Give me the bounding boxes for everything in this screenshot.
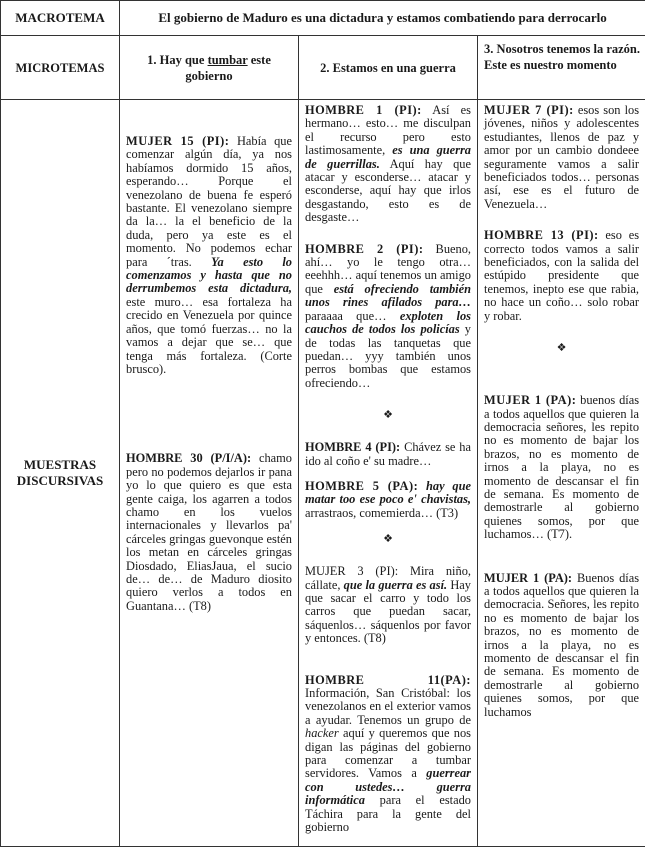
quote-hombre-4: HOMBRE 4 (PI): Chávez se ha ido al coño e' su madre… xyxy=(305,441,471,468)
microtema-1: 1. Hay que tumbar este gobierno xyxy=(120,36,299,100)
macrotema-row xyxy=(1,1,645,36)
macrotema-title: El gobierno de Maduro es una dictadura y estamos combatiendo para derrocarlo xyxy=(120,1,645,36)
macrotema-label: MACROTEMA xyxy=(1,1,120,36)
quote-hombre-5: HOMBRE 5 (PA): hay que matar too ese poco e' chavistas, arrastraos, comemierda… (T3) xyxy=(305,480,471,520)
microtemas-label: MICROTEMAS xyxy=(1,36,120,100)
separator-ornament: ❖ xyxy=(484,341,639,354)
quote-hombre-30: HOMBRE 30 (P/I/A): chamo pero no podemos dejarlos ir pana yo lo que quiero es que esta gente caiga, los agarren a todos chamo en los vuelos internacionales y llevarlos pa' cárceles gringas guevonque estén los metan en cárceles gringas Diosdado, EliasJaua, el sucio de… de… de Maduro diosito quiero verlos a todos en Guantana… (T8) xyxy=(126,452,292,613)
microtema-3: 3. Nosotros tenemos la razón. Este es nuestro momento xyxy=(478,36,645,100)
quote-hombre-13: HOMBRE 13 (PI): eso es correcto todos vamos a salir beneficiados, con la salida del estúpido presidente que tenemos, inepto ese que rabia, no hace un coño… solo robar y robar. xyxy=(484,229,639,323)
quote-mujer-1-second: MUJER 1 (PA): Buenos días a todos aquellos que quieren la democracia. Señores, les repito no es momento de bajar los brazos, no es momento de irnos a la playa, no es momento de descansar el fin de semana. Es momento de demostrarle al gobierno quienes somos, por que luchamos xyxy=(484,572,639,719)
column-microtema-1 xyxy=(120,100,299,847)
quote-mujer-15: MUJER 15 (PI): Había que comenzar algún día, ya nos habíamos dormido 15 años, esperando… Porque el venezolano de buena fe esperó bastante. El venezolano siempre da la… la el beneficio de la duda, pero ya este es el momento. No podemos echar para ´tras. Ya esto lo comenzamos y hasta que no derrumbemos esta dictadura, este muro… esa fortaleza ha crecido en Venezuela por quince años, que tomó fuerzas… no la vamos a dejar que se… que tenga más fortaleza. (Corte brusco). xyxy=(126,135,292,376)
column-microtema-2 xyxy=(299,100,478,847)
quote-mujer-7: MUJER 7 (PI): esos son los jóvenes, niños y adolescentes estudiantes, llenos de paz y amor por un cambio dondeee seguramente vamos a salir beneficiados todos… personas así, ese es el futuro de Venezuela… xyxy=(484,104,639,211)
microtemas-row xyxy=(1,36,645,100)
muestras-row xyxy=(1,100,645,847)
muestras-label: MUESTRAS DISCURSIVAS xyxy=(1,100,120,847)
quote-mujer-1-first: MUJER 1 (PA): buenos días a todos aquellos que quieren la democracia señores, les repito no es momento de bajar los brazos, no es momento de irnos a la playa, no es momento de descansar el fin de semana. Es momento de demostrarle al gobierno quienes somos, por que luchamos… (T7). xyxy=(484,394,639,541)
quote-hombre-1: HOMBRE 1 (PI): Así es hermano… esto… me disculpan el recurso pero esto lastimosamente, es una guerra de guerrillas. Aquí hay que atacar y esconderse… atacar y esconderse, aquí hay que irlos desgastando, esto es de desgaste… xyxy=(305,104,471,225)
quote-mujer-3: MUJER 3 (PI): Mira niño, cállate, que la guerra es así. Hay que sacar el carro y todo los carros que puedan sacar, sáquenlos… sáquenlos por favor y entonces. (T8) xyxy=(305,565,471,645)
microtema-2: 2. Estamos en una guerra xyxy=(299,36,478,100)
column-microtema-3 xyxy=(478,100,645,847)
quote-hombre-2: HOMBRE 2 (PI): Bueno, ahí… yo le tengo otra… eeehhh… aquí tenemos un amigo que está ofreciendo también unos rines afilados para… paraaaa que… exploten los cauchos de todos los policías y de todas las tanquetas que puedan… yyy también unos perros bombas que estamos ofreciendo… xyxy=(305,243,471,390)
separator-ornament: ❖ xyxy=(305,408,471,421)
separator-ornament: ❖ xyxy=(305,532,471,545)
quote-hombre-11: HOMBRE 11(PA): Información, San Cristóbal: los venezolanos en el exterior vamos a ayudar. Tenemos un grupo de hacker aquí y queremos que nos digan las páginas del gobierno para comenzar a tumbar servidores. Vamos a guerrear con ustedes… guerra informática para el estado Táchira para la gente del gobierno xyxy=(305,674,471,835)
